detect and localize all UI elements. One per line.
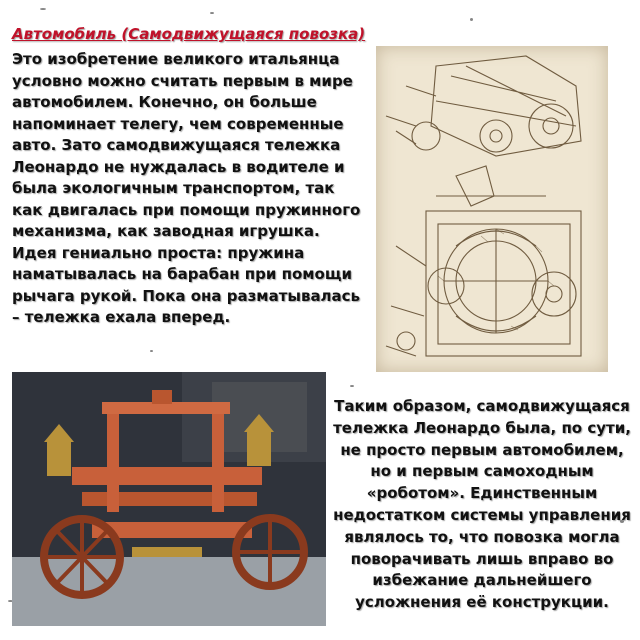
cart-model-photo bbox=[12, 372, 326, 626]
background-speck bbox=[150, 350, 153, 352]
leonardo-sketch-image bbox=[376, 46, 608, 372]
background-speck bbox=[40, 8, 46, 10]
background-speck bbox=[210, 12, 214, 14]
conclusion-paragraph: Таким образом, самодвижущаяся тележка Леонардо была, по сути, не просто первым автомобилем, но и первым самоходным «роботом». Единственным недостатком системы управления являлось то, что повозка могла поворачивать лишь вправо во избежание дальнейшего усложнения её конструкции. bbox=[333, 397, 631, 612]
page-title: Автомобиль (Самодвижущаяся повозка) bbox=[12, 25, 366, 43]
cart-model-drawing bbox=[12, 372, 326, 626]
intro-paragraph: Это изобретение великого итальянца условно можно считать первым в мире автомобилем. Конечно, он больше напоминает телегу, чем современные авто. Зато самодвижущаяся тележка Леонардо не нуждалась в водителе и была экологичным транспортом, так как двигалась при помощи пружинного механизма, как заводная игрушка. Идея гениально проста: пружина наматывалась на барабан при помощи рычага рукой. Пока она разматывалась – тележка ехала вперед. bbox=[12, 50, 361, 326]
background-speck bbox=[470, 18, 473, 21]
background-speck bbox=[350, 385, 354, 387]
sketch-drawing bbox=[376, 46, 608, 372]
